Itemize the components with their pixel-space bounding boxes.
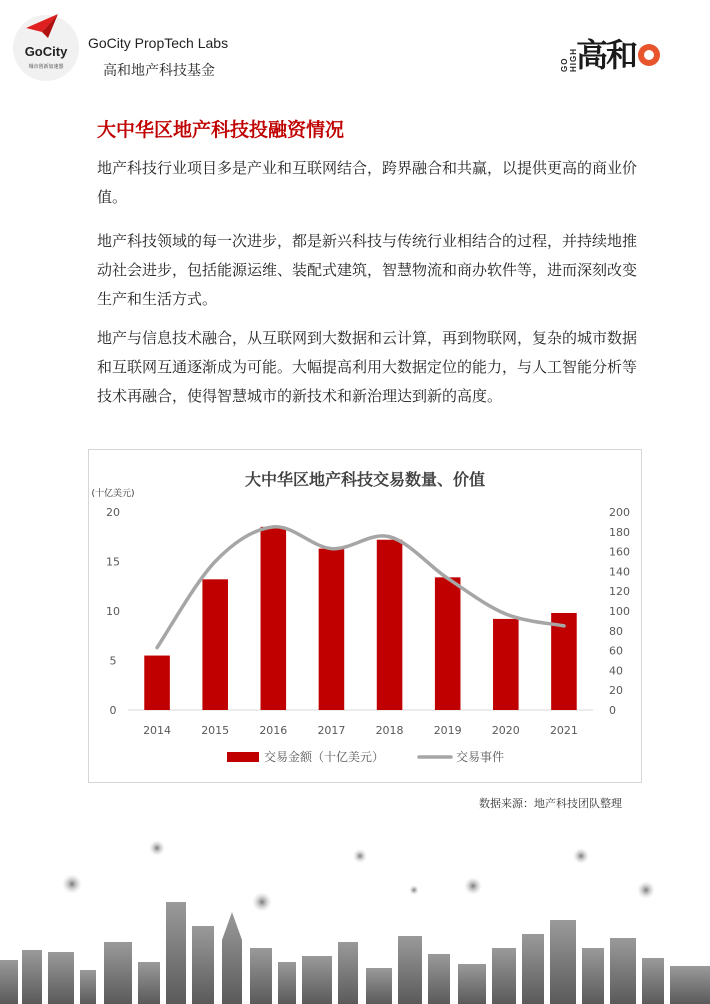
x-axis-tick-label: 2018 (375, 724, 404, 737)
chart-container (88, 449, 642, 783)
article-title: 大中华区地产科技投融资情况 (97, 119, 345, 141)
y2-axis-tick-label: 120 (609, 585, 630, 599)
y-axis-tick-label: 10 (106, 605, 120, 618)
y2-axis-tick-label: 140 (609, 565, 630, 579)
y-axis-unit-label: (十亿美元) (91, 489, 135, 499)
gohigh-logo-side-text: GO HIGH (560, 48, 578, 72)
bar-2017 (319, 549, 345, 710)
y2-axis-tick-label: 60 (609, 644, 623, 658)
line-point-2015 (214, 560, 217, 563)
data-source-note: 数据来源：地产科技团队整理 (479, 797, 622, 810)
brand-en: GoCity PropTech Labs (88, 35, 229, 51)
y2-axis-tick-label: 100 (609, 605, 630, 618)
y2-axis-tick-label: 160 (609, 545, 630, 559)
y2-axis-tick-label: 40 (609, 664, 623, 678)
x-axis-tick-label: 2020 (491, 724, 520, 737)
gohigh-logo-mark-icon (638, 44, 660, 66)
line-point-2021 (562, 624, 565, 627)
paragraph-1: 地产科技行业项目多是产业和互联网结合，跨界融合和共赢，以提供更高的商业价值。 (97, 159, 638, 206)
y-axis-tick-label: 5 (109, 654, 117, 668)
line-point-2014 (156, 646, 159, 649)
paragraph-3: 地产与信息技术融合，从互联网到大数据和云计算，再到物联网，复杂的城市数据和互联网互通逐渐成为可能。大幅提高利用大数据定位的能力，与人工智能分析等技术再融合，使得智慧城市的新技术和新治理达到新的高度。 (97, 329, 638, 405)
gocity-logo-text: GoCity (24, 44, 68, 59)
bar-2014 (144, 656, 170, 710)
y2-axis-tick-label: 20 (609, 684, 623, 698)
y-axis-tick-label: 15 (106, 555, 120, 569)
x-axis-tick-label: 2021 (549, 724, 578, 737)
page-header (0, 0, 710, 95)
gohigh-logo-text: 高和 (576, 36, 637, 74)
line-point-2017 (330, 547, 333, 550)
city-skyline-decoration (0, 830, 710, 1004)
brand-cn: 高和地产科技基金 (103, 63, 215, 79)
x-axis-tick-label: 2015 (201, 724, 230, 737)
y2-axis-tick-label: 80 (609, 624, 623, 638)
gocity-logo-tagline: 城市创新加速器 (28, 64, 64, 70)
line-point-2016 (272, 525, 275, 528)
bar-2019 (435, 577, 461, 710)
x-axis-tick-label: 2019 (433, 724, 462, 737)
y-axis-tick-label: 20 (106, 506, 120, 519)
gohigh-logo (560, 28, 660, 76)
line-point-2018 (388, 535, 391, 538)
bar-2020 (493, 619, 519, 710)
x-axis-tick-label: 2014 (143, 724, 172, 737)
y2-axis-tick-label: 200 (609, 506, 630, 519)
x-axis-tick-label: 2016 (259, 724, 288, 737)
bar-2016 (261, 527, 287, 710)
legend-swatch-amount (227, 752, 259, 762)
y-axis-tick-label: 0 (109, 704, 117, 717)
line-point-2020 (504, 612, 507, 615)
chart-title: 大中华区地产科技交易数量、价值 (244, 470, 486, 489)
paragraph-2: 地产科技领域的每一次进步，都是新兴科技与传统行业相结合的过程，并持续地推动社会进步，包括能源运维、装配式建筑，智慧物流和商办软件等，进而深刻改变生产和生活方式。 (97, 232, 638, 308)
gocity-logo (12, 8, 80, 82)
line-point-2019 (446, 577, 449, 580)
combo-chart (89, 450, 641, 782)
bar-2015 (202, 579, 228, 710)
y2-axis-tick-label: 180 (609, 525, 630, 539)
bar-2018 (377, 540, 403, 710)
y2-axis-tick-label: 0 (609, 704, 616, 717)
x-axis-tick-label: 2017 (317, 724, 346, 737)
legend-label-amount: 交易金额（十亿美元） (264, 750, 385, 764)
legend-label-transactions: 交易事件 (456, 750, 505, 764)
